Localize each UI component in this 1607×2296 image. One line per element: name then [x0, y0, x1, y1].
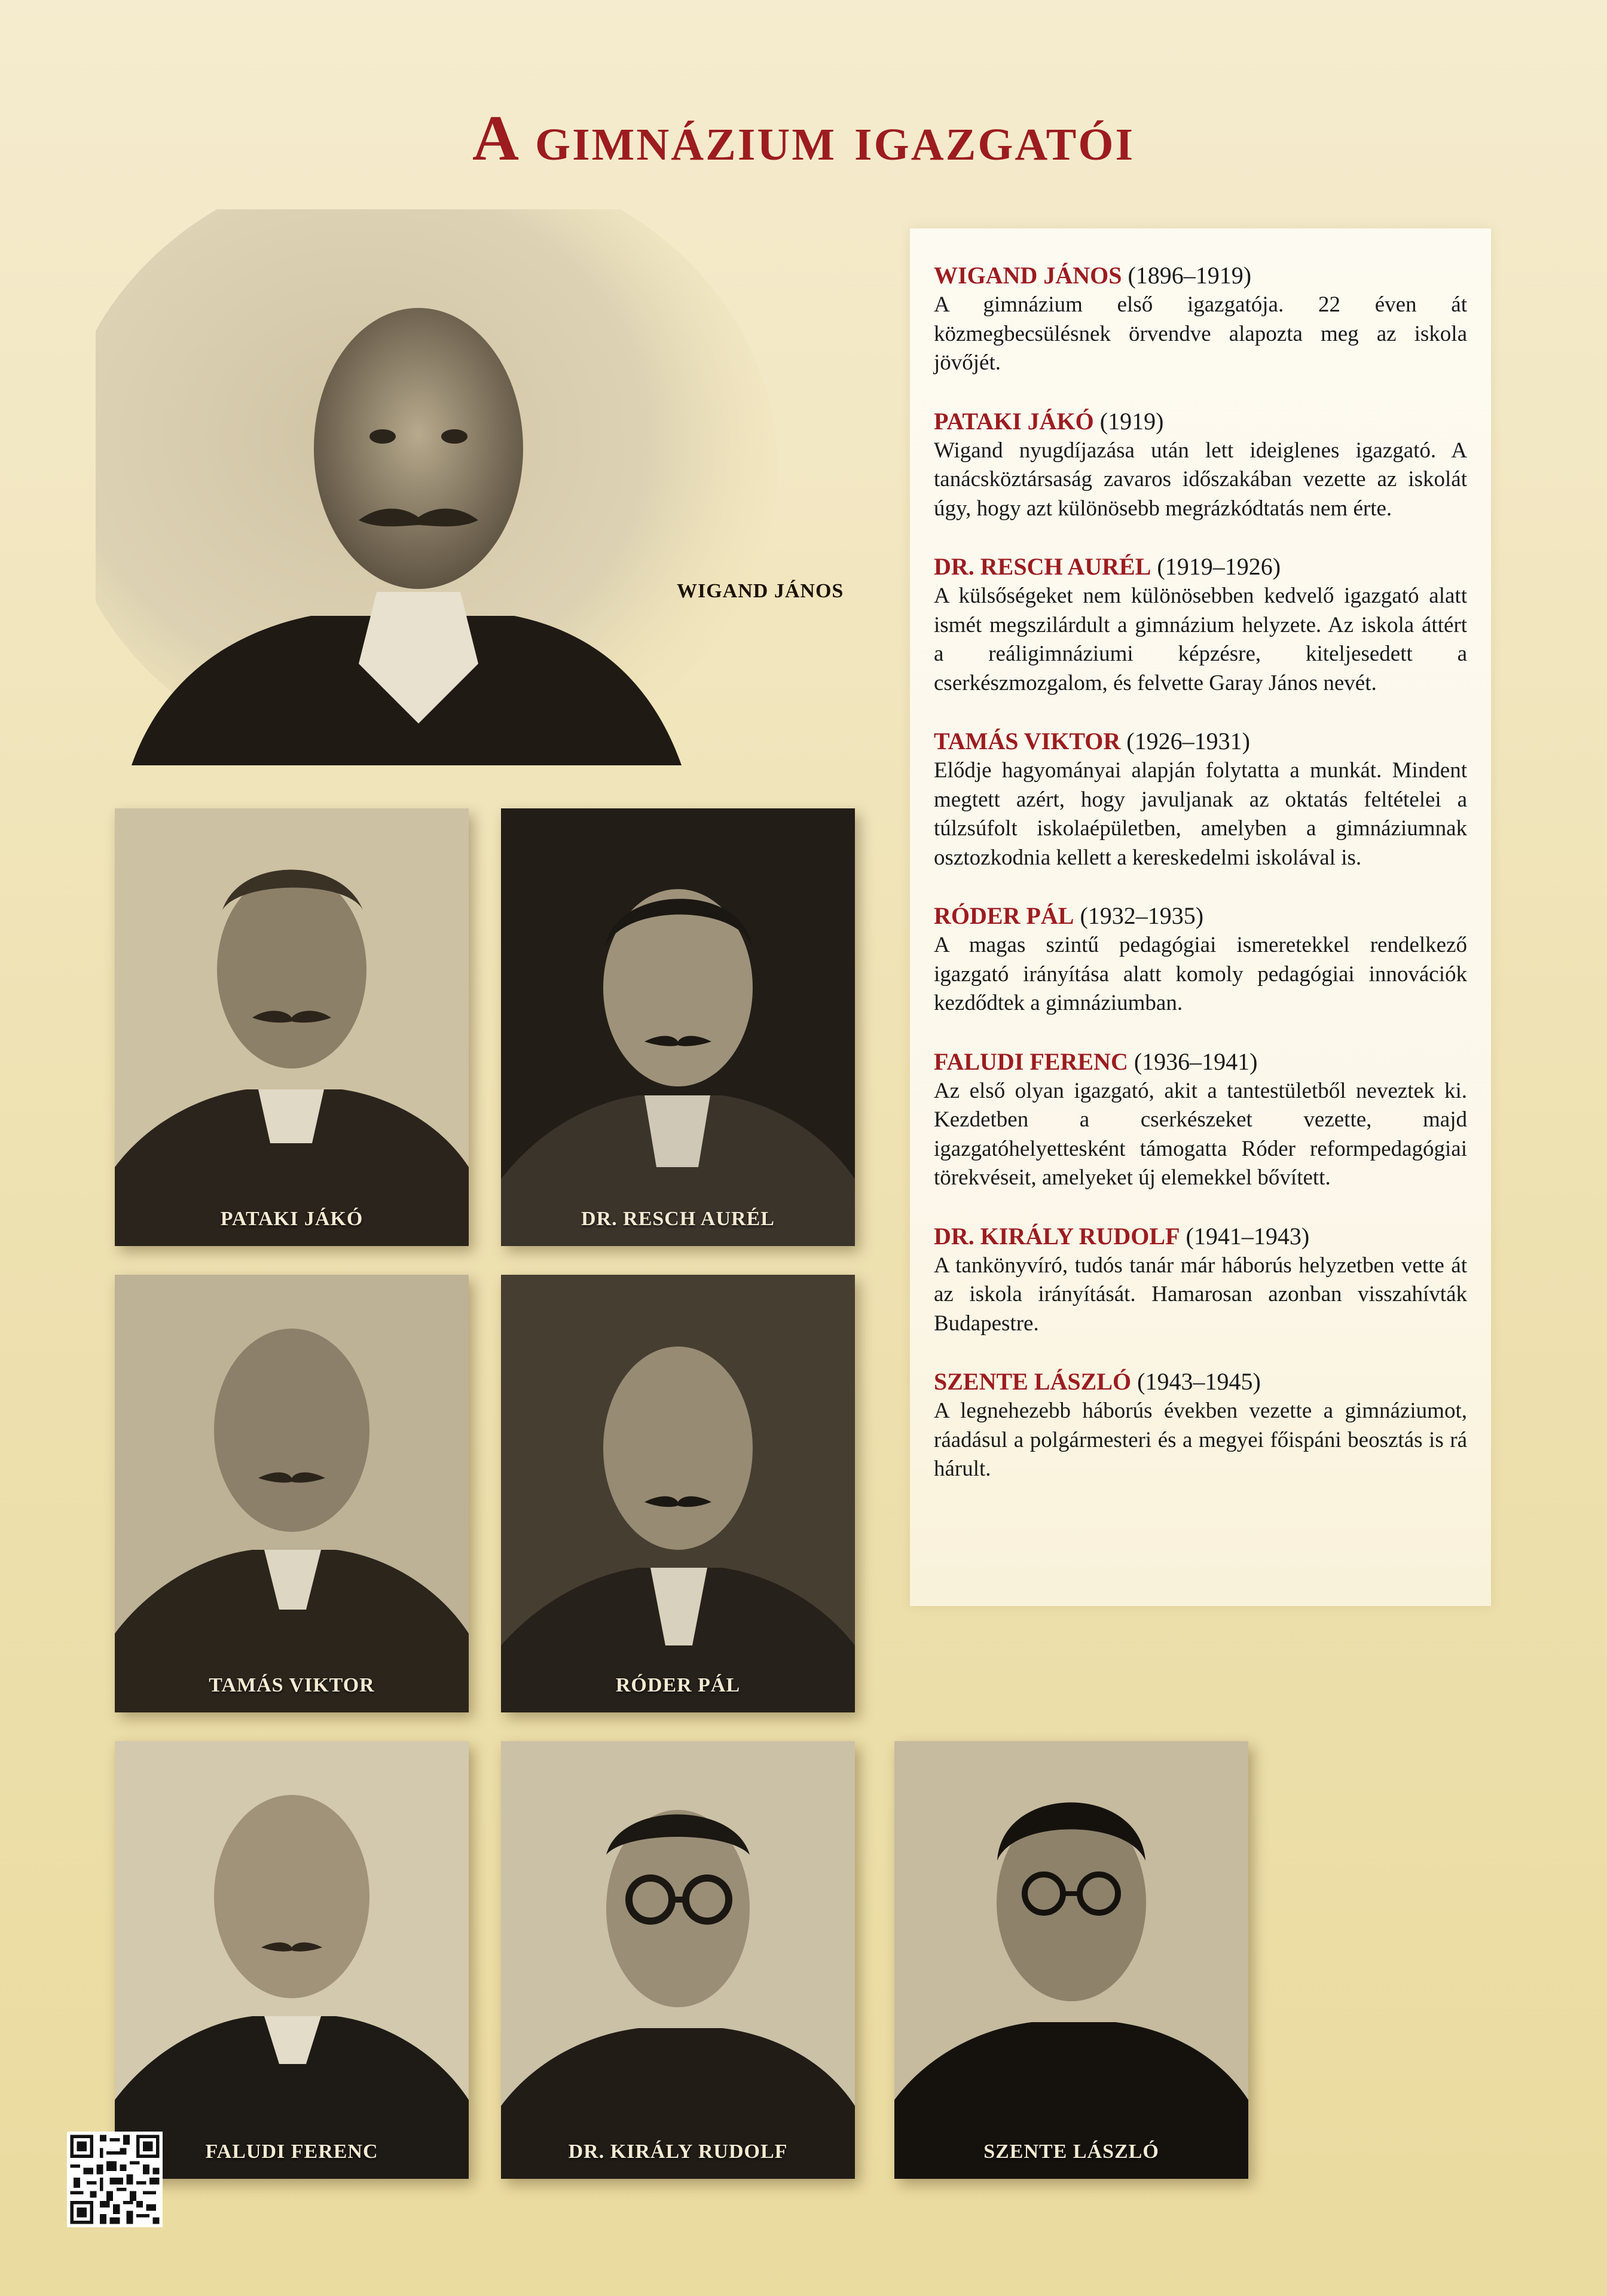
- portrait-image: [501, 808, 855, 1246]
- director-heading: [934, 552, 1467, 582]
- portrait-roder-pal: [501, 1275, 855, 1712]
- director-description: Elődje hagyományai alapján folytatta a munkát. Mindent megtett azért, hogy javuljanak az oktatás feltételei a túlzsúfolt iskolaépületben, amelyben a gimnáziumnak osztozkodnia kellett a kereskedelmi iskolával is.: [934, 758, 1467, 870]
- director-heading: [934, 726, 1467, 756]
- directors-panel: [910, 228, 1491, 1606]
- portrait-image: [115, 808, 469, 1246]
- director-years: (1926–1931): [1120, 728, 1250, 755]
- director-years: (1919–1926): [1151, 553, 1281, 580]
- qr-code[interactable]: [67, 2132, 163, 2227]
- portrait-image: [96, 209, 861, 765]
- director-entry: [934, 552, 1467, 698]
- director-description: A legnehezebb háborús években vezette a gimnáziumot, ráadásul a polgármesteri és a megyei főispáni beosztás is rá hárult.: [934, 1399, 1467, 1481]
- director-entry: [934, 901, 1467, 1018]
- director-description: Az első olyan igazgató, akit a tantestületből neveztek ki. Kezdetben a cserkészeket vezette, majd igazgatóhelyettesként támogatta Róder reformpedagógiai törekvéseit, amelyeket új elemekkel bővített.: [934, 1078, 1467, 1190]
- portrait-caption: PATAKI JÁKÓ: [220, 1208, 363, 1230]
- director-heading: [934, 261, 1467, 291]
- portrait-image: [894, 1741, 1248, 2179]
- director-name: WIGAND JÁNOS: [934, 262, 1122, 289]
- portrait-caption: DR. KIRÁLY RUDOLF: [568, 2141, 788, 2163]
- director-entry: [934, 726, 1467, 872]
- director-name: SZENTE LÁSZLÓ: [934, 1368, 1132, 1395]
- director-heading: [934, 1367, 1467, 1397]
- director-years: (1919): [1093, 407, 1164, 435]
- portrait-image: [115, 1741, 469, 2179]
- director-name: TAMÁS VIKTOR: [934, 728, 1121, 755]
- portrait-caption: FALUDI FERENC: [205, 2141, 378, 2163]
- portrait-szente-laszlo: [894, 1741, 1248, 2179]
- director-entry: [934, 261, 1467, 378]
- director-years: (1896–1919): [1122, 262, 1252, 289]
- portrait-image: [501, 1275, 855, 1712]
- director-heading: [934, 901, 1467, 931]
- director-description: Wigand nyugdíjazása után lett ideiglenes igazgató. A tanácsköztársaság zavaros időszakában vezette az iskolát úgy, hogy azt különösebb megrázkódtatás nem érte.: [934, 438, 1467, 521]
- page-title: A gimnázium igazgatói: [472, 103, 1135, 174]
- director-heading: [934, 1222, 1467, 1251]
- director-entry: [934, 407, 1467, 524]
- portrait-wigand-janos: [96, 209, 861, 765]
- portrait-dr-resch-aurel: [501, 808, 855, 1246]
- director-years: (1943–1945): [1131, 1368, 1261, 1395]
- portrait-dr-kiraly-rudolf: [501, 1741, 855, 2179]
- director-entry: [934, 1222, 1467, 1339]
- portrait-caption: WIGAND JÁNOS: [677, 580, 844, 602]
- director-years: (1932–1935): [1074, 902, 1204, 929]
- director-heading: [934, 1047, 1467, 1077]
- portrait-caption: RÓDER PÁL: [615, 1674, 741, 1696]
- director-description: A külsőségeket nem különösebben kedvelő igazgató alatt ismét megszilárdult a gimnázium helyzete. Az iskola áttért a reáligimnáziumi képzésre, kiteljesedett a cserkészmozgalom, és felvette Garay János nevét.: [934, 584, 1467, 695]
- director-years: (1936–1941): [1128, 1048, 1258, 1075]
- director-name: FALUDI FERENC: [934, 1048, 1128, 1075]
- director-name: DR. RESCH AURÉL: [934, 553, 1151, 580]
- portrait-tamas-viktor: [115, 1275, 469, 1712]
- director-years: (1941–1943): [1180, 1222, 1310, 1250]
- director-entry: [934, 1047, 1467, 1193]
- director-heading: [934, 407, 1467, 436]
- portrait-pataki-jako: [115, 808, 469, 1246]
- director-description: A gimnázium első igazgatója. 22 éven át közmegbecsülésnek örvendve alapozta meg az iskola jövőjét.: [934, 292, 1467, 375]
- portrait-caption: TAMÁS VIKTOR: [209, 1674, 375, 1696]
- portrait-image: [501, 1741, 855, 2179]
- portrait-faludi-ferenc: [115, 1741, 469, 2179]
- director-name: DR. KIRÁLY RUDOLF: [934, 1222, 1180, 1250]
- director-description: A magas szintű pedagógiai ismeretekkel rendelkező igazgató irányítása alatt komoly pedagógiai innovációk kezdődtek a gimnáziumban.: [934, 933, 1467, 1015]
- qr-code-icon: [67, 2132, 163, 2227]
- director-description: A tankönyvíró, tudós tanár már háborús helyzetben vette át az iskola irányítását. Hamarosan azonban visszahívták Budapestre.: [934, 1253, 1467, 1336]
- director-name: RÓDER PÁL: [934, 902, 1074, 929]
- director-name: PATAKI JÁKÓ: [934, 407, 1094, 435]
- portrait-image: [115, 1275, 469, 1712]
- director-entry: [934, 1367, 1467, 1484]
- portrait-caption: SZENTE LÁSZLÓ: [983, 2141, 1159, 2163]
- portrait-caption: DR. RESCH AURÉL: [581, 1208, 775, 1230]
